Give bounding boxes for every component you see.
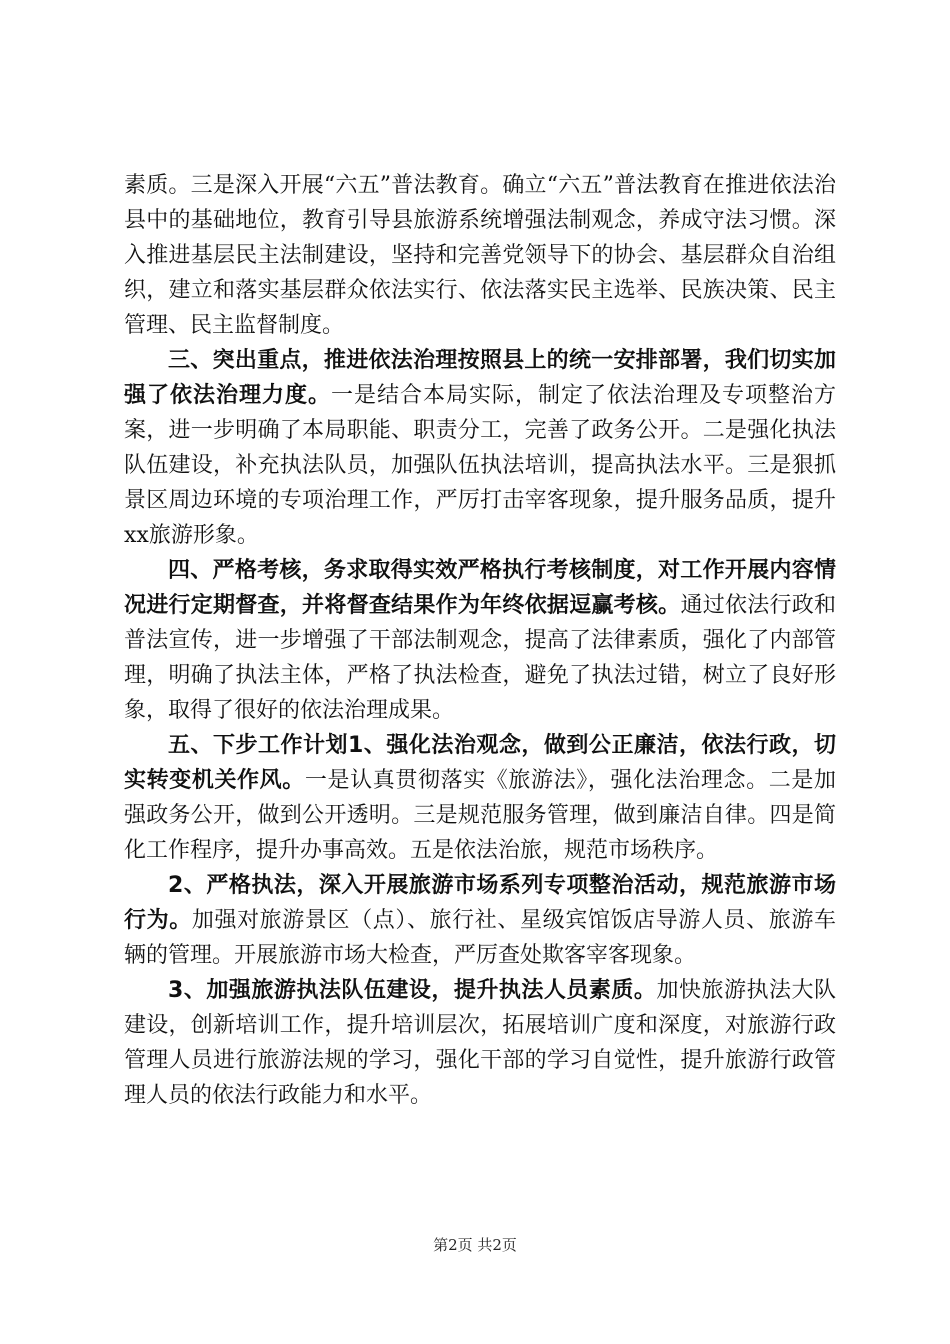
section-heading: 3、加强旅游执法队伍建设，提升执法人员素质。 xyxy=(168,978,657,1003)
document-body xyxy=(124,168,836,1113)
paragraph-text: 加强对旅游景区（点）、旅行社、星级宾馆饭店导游人员、旅游车辆的管理。开展旅游市场大检查，严厉查处欺客宰客现象。 xyxy=(124,908,836,968)
section-heading: 五、下步工作计划1、强化法治观念，做到公正廉洁，依法行政，切实转变机关作风。 xyxy=(124,733,836,793)
page-footer xyxy=(0,1234,950,1255)
paragraph-plan-3 xyxy=(124,973,836,1113)
section-heading: 四、严格考核，务求取得实效严格执行考核制度，对工作开展内容情况进行定期督查，并将督查结果作为年终依据逗赢考核。 xyxy=(124,558,836,618)
page-number: 第2页 共2页 xyxy=(433,1236,517,1254)
paragraph-section-5 xyxy=(124,728,836,868)
paragraph-text: 一是结合本局实际，制定了依法治理及专项整治方案，进一步明确了本局职能、职责分工，完善了政务公开。二是强化执法队伍建设，补充执法队员，加强队伍执法培训，提高执法水平。三是狠抓景区周边环境的专项治理工作，严厉打击宰客现象，提升服务品质，提升xx旅游形象。 xyxy=(124,383,836,548)
section-heading: 三、突出重点，推进依法治理按照县上的统一安排部署，我们切实加强了依法治理力度。 xyxy=(124,348,836,408)
paragraph-text: 加快旅游执法大队建设，创新培训工作，提升培训层次，拓展培训广度和深度，对旅游行政管理人员进行旅游法规的学习，强化干部的学习自觉性，提升旅游行政管理人员的依法行政能力和水平。 xyxy=(124,978,836,1108)
paragraph-plan-2 xyxy=(124,868,836,973)
paragraph-text: 通过依法行政和普法宣传，进一步增强了干部法制观念，提高了法律素质，强化了内部管理，明确了执法主体，严格了执法检查，避免了执法过错，树立了良好形象，取得了很好的依法治理成果。 xyxy=(124,593,836,723)
paragraph-legal-education xyxy=(124,168,836,343)
paragraph-text: 素质。三是深入开展“六五”普法教育。确立“六五”普法教育在推进依法治县中的基础地位，教育引导县旅游系统增强法制观念，养成守法习惯。深入推进基层民主法制建设，坚持和完善党领导下的协会、基层群众自治组织，建立和落实基层群众依法实行、依法落实民主选举、民族决策、民主管理、民主监督制度。 xyxy=(124,173,836,338)
section-heading: 2、严格执法，深入开展旅游市场系列专项整治活动，规范旅游市场行为。 xyxy=(124,873,836,933)
paragraph-section-4 xyxy=(124,553,836,728)
paragraph-text: 一是认真贯彻落实《旅游法》，强化法治理念。二是加强政务公开，做到公开透明。三是规范服务管理，做到廉洁自律。四是简化工作程序，提升办事高效。五是依法治旅，规范市场秩序。 xyxy=(124,768,836,863)
paragraph-section-3 xyxy=(124,343,836,553)
